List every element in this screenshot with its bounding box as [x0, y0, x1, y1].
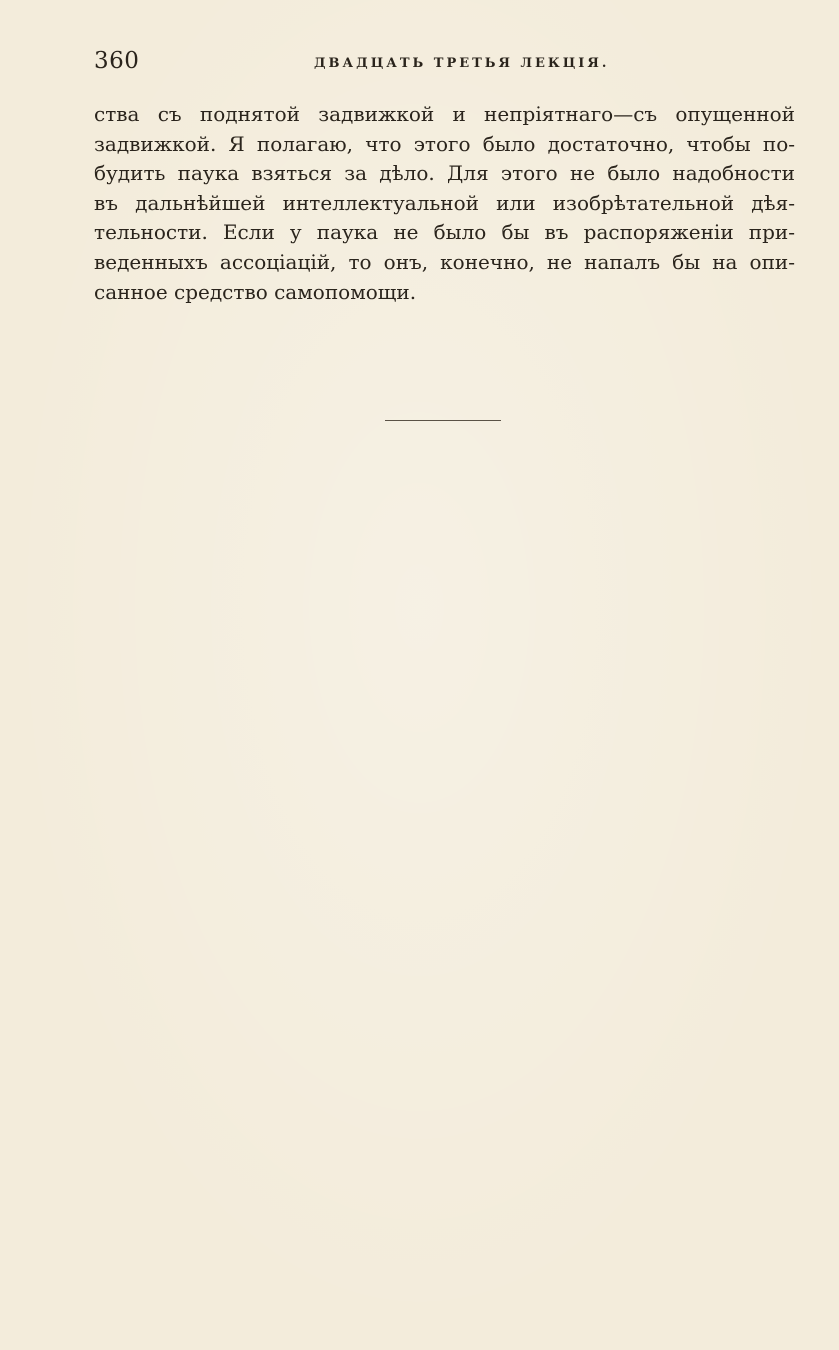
- page-header: [94, 48, 794, 80]
- text-line: ства съ поднятой задвижкой и непріятнаго—съ опущенной: [94, 102, 795, 126]
- section-divider: [385, 420, 501, 421]
- text-line: задвижкой. Я полагаю, что этого было достаточно, чтобы по-: [94, 131, 795, 156]
- text-line: санное средство самопомощи.: [94, 279, 417, 304]
- text-line: тельности. Если у паука не было бы въ распоряженіи при-: [94, 220, 795, 245]
- body-text: [94, 100, 795, 307]
- text-line: будить паука взяться за дѣло. Для этого не было надобности: [94, 161, 795, 186]
- text-line: въ дальнѣйшей интеллектуальной или изобрѣтательной дѣя-: [94, 190, 795, 215]
- page-number: 360: [94, 48, 140, 74]
- running-head: ДВАДЦАТЬ ТРЕТЬЯ ЛЕКЦІЯ.: [314, 56, 610, 71]
- text-line: веденныхъ ассоціацій, то онъ, конечно, не напалъ бы на опи-: [94, 249, 795, 274]
